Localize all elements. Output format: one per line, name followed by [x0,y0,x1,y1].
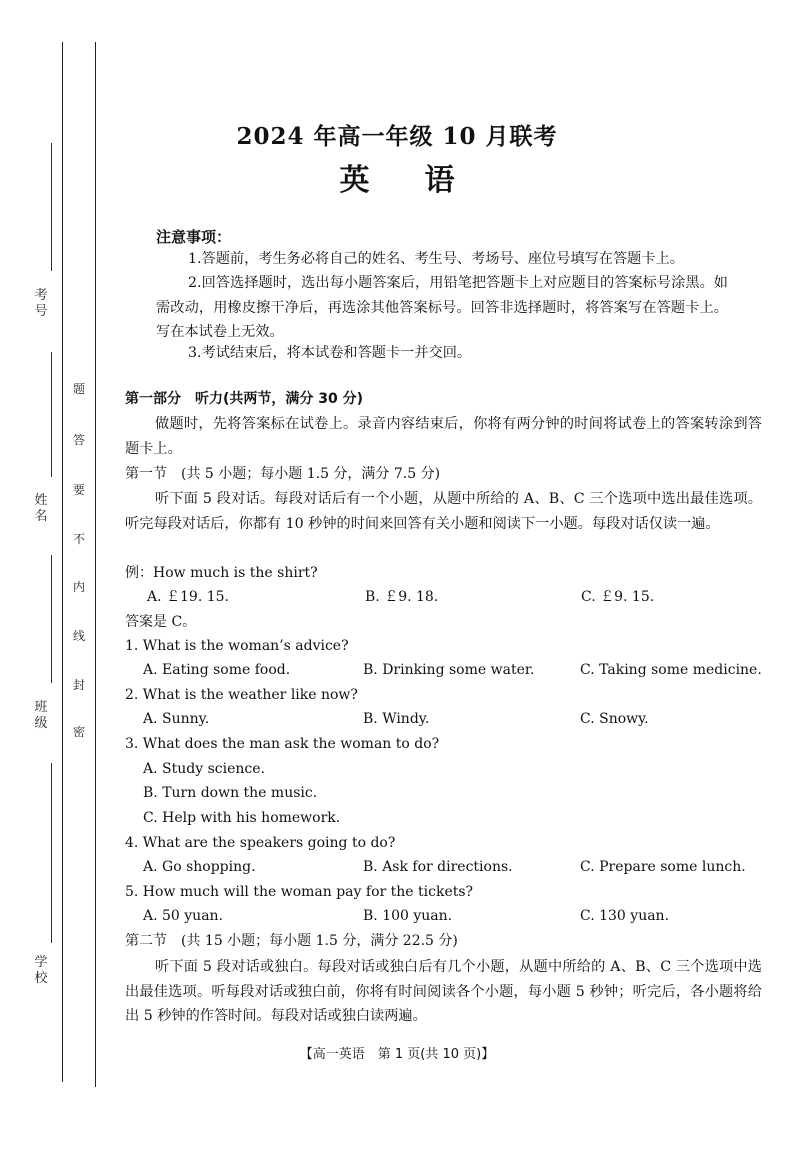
q1-option-b: B. Drinking some water. [363,662,535,678]
question-1: 1. What is the woman’s advice? [125,638,349,654]
q5-option-a: A. 50 yuan. [143,908,224,924]
seal-char: 内 [72,580,85,594]
seal-char: 封 [72,678,85,692]
section1-heading: 第一节 (共 5 小题；每小题 1.5 分，满分 7.5 分) [125,466,441,482]
q3-option-a: A. Study science. [143,761,265,777]
name-blank [51,352,52,477]
q1-option-c: C. Taking some medicine. [580,662,762,678]
school-blank [51,763,52,943]
page-footer: 【高一英语 第 1 页(共 10 页)】 [299,1047,495,1062]
section1-intro: 听下面 5 段对话。每段对话后有一个小题，从题中所给的 A、B、C 三个选项中选出最佳选项。听完每段对话后，你都有 10 秒钟的时间来回答有关小题和阅读下一小题。每段对话仅读一遍。 [125,491,762,532]
q4-option-c: C. Prepare some lunch. [580,859,746,875]
example-answer: 答案是 C。 [125,614,197,630]
q3-option-b: B. Turn down the music. [143,785,318,801]
q4-option-b: B. Ask for directions. [363,859,513,875]
section2-intro: 听下面 5 段对话或独白。每段对话或独白后有几个小题，从题中所给的 A、B、C 三个选项中选出最佳选项。听每段对话或独白前，你将有时间阅读各个小题，每小题 5 秒钟；听完后，各小题将给出 5 秒钟的作答时间。每段对话或独白读两遍。 [125,959,762,1024]
notice-heading: 注意事项： [156,228,232,246]
part1-intro: 做题时，先将答案标在试卷上。录音内容结束后，你将有两分钟的时间将试卷上的答案转涂到答题卡上。 [125,416,762,457]
school-label: 学校 [34,955,48,986]
q1-option-a: A. Eating some food. [143,662,291,678]
notice-item-3: 3.考试结束后，将本试卷和答题卡一并交回。 [188,345,472,361]
q5-option-c: C. 130 yuan. [580,908,670,924]
q2-option-a: A. Sunny. [143,711,210,727]
name-label: 姓名 [34,493,48,524]
example-option-b: B. ￡9. 18. [365,589,439,605]
notice-item-2: 2.回答选择题时，选出每小题答案后，用铅笔把答题卡上对应题目的答案标号涂黑。如需改动，用橡皮擦干净后，再选涂其他答案标号。回答非选择题时，将答案写在答题卡上。写在本试卷上无效。 [156,275,728,340]
question-3: 3. What does the man ask the woman to do? [125,736,440,752]
part1-heading: 第一部分 听力(共两节，满分 30 分) [125,391,364,407]
question-4: 4. What are the speakers going to do? [125,835,396,851]
section2-heading: 第二节 (共 15 小题；每小题 1.5 分，满分 22.5 分) [125,933,458,949]
seal-char: 答 [72,433,85,447]
q2-option-b: B. Windy. [363,711,430,727]
q2-option-c: C. Snowy. [580,711,649,727]
question-2: 2. What is the weather like now? [125,687,358,703]
seal-char: 密 [72,725,85,739]
example-option-c: C. ￡9. 15. [581,589,655,605]
seal-char: 不 [72,532,85,546]
q4-option-a: A. Go shopping. [143,859,256,875]
notice-item-1: 1.答题前，考生务必将自己的姓名、考生号、考场号、座位号填写在答题卡上。 [188,251,684,267]
class-blank [51,555,52,683]
class-label: 班级 [34,700,48,731]
seal-char: 要 [72,483,85,497]
q3-option-c: C. Help with his homework. [143,810,341,826]
exam-no-label: 考号 [34,288,48,319]
seal-char: 题 [72,382,85,396]
question-5: 5. How much will the woman pay for the tickets? [125,884,474,900]
exam-title: 2024 年高一年级 10 月联考 [236,123,558,150]
q5-option-b: B. 100 yuan. [363,908,453,924]
subject-title: 英语 [339,163,510,198]
example-option-a: A. ￡19. 15. [147,589,229,605]
seal-char: 线 [72,629,85,643]
example-question: 例：How much is the shirt? [125,565,318,581]
